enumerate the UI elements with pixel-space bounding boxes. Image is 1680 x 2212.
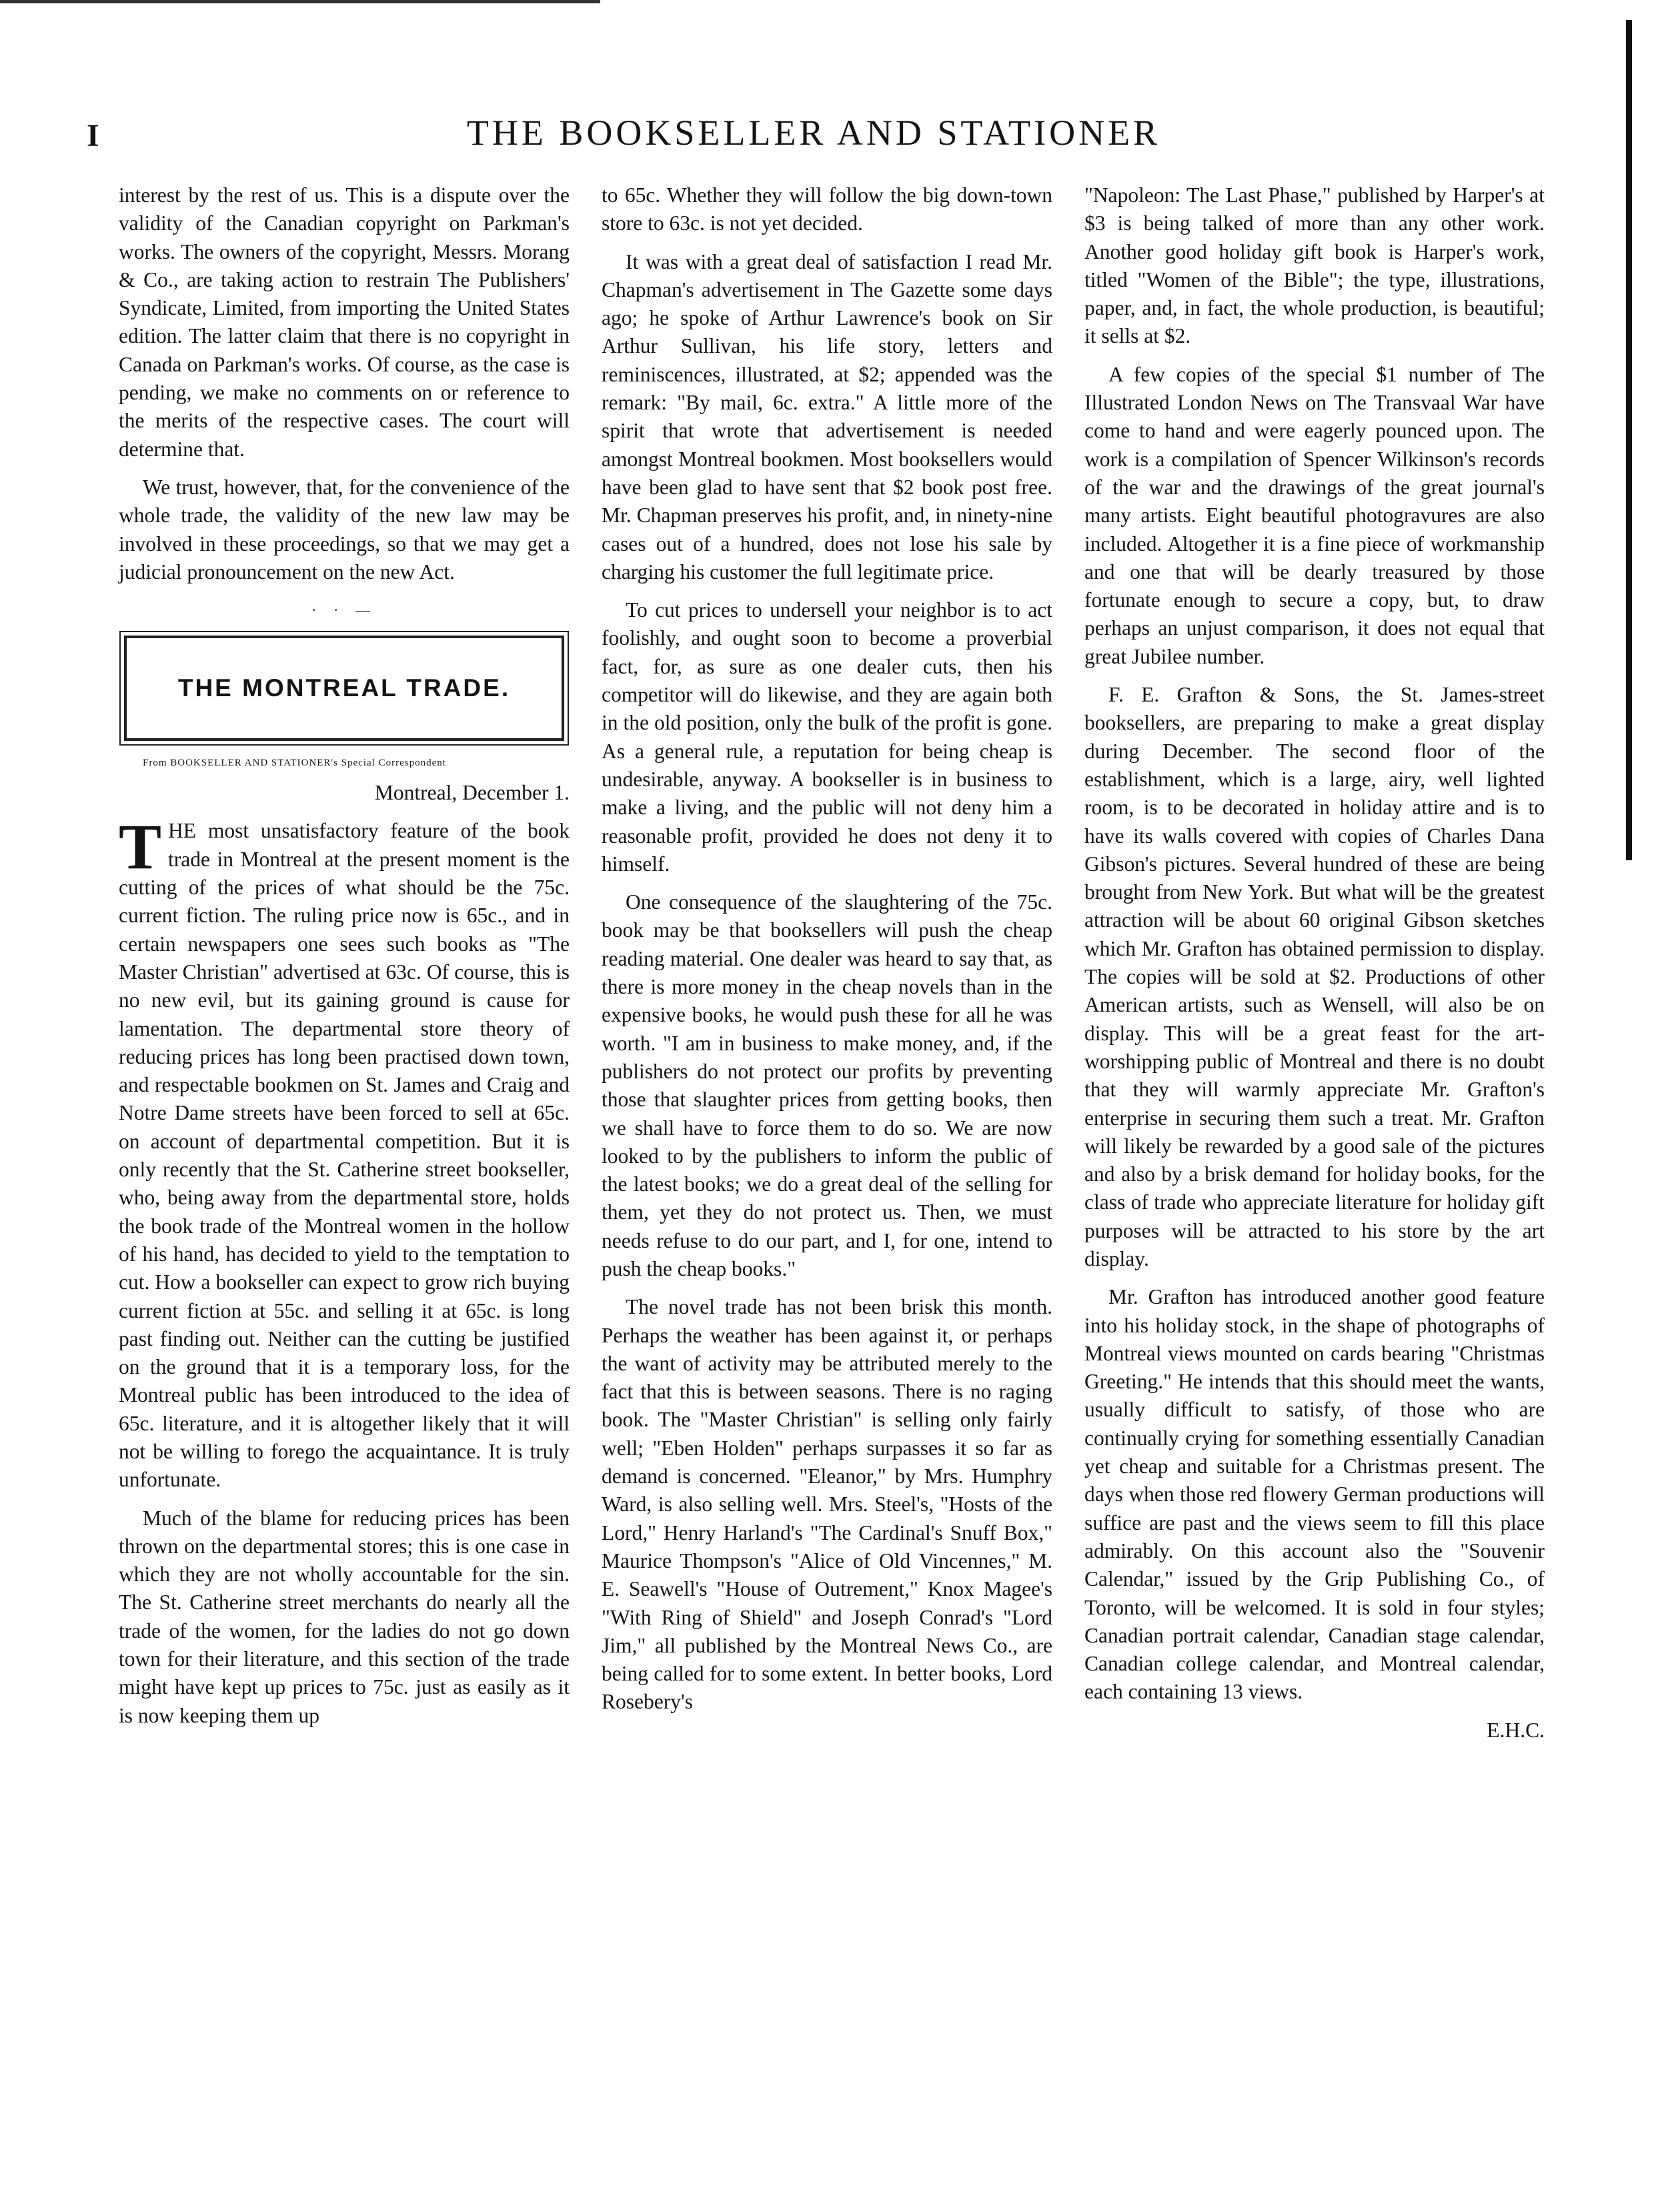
section-heading-box <box>124 636 564 741</box>
paragraph: We trust, however, that, for the convenience of the whole trade, the validity of the new law may be involved in these proceedings, so that we may get a judicial pronouncement on the new Act. <box>119 475 570 584</box>
lead-text: HE most unsatisfactory feature of the book trade in Montreal at the present moment is the cutting of the prices of what should be the 75c. current fiction. The ruling price now is 65c., and in certain newspapers one sees such books as "The Master Christian" advertised at 63c. Of course, this is no new evil, but its gaining ground is cause for lamentation. The departmental store theory of reducing prices has long been practised down town, and respectable bookmen on St. James and Craig and Notre Dame streets have been forced to sell at 65c. on account of departmental competition. But it is only recently that the St. Catherine street bookseller, who, being away from the departmental store, holds the book trade of the Montreal women in the hollow of his hand, has decided to yield to the temptation to cut. How a bookseller can expect to grow rich buying current fiction at 55c. and selling it at 65c. is long past finding out. Neither can the cutting be justified on the ground that it is a temporary loss, for the Montreal public has been introduced to the idea of 65c. literature, and it is altogether likely that it will not be willing to forego the acquaintance. It is truly unfortunate. <box>119 819 570 1492</box>
paragraph: Mr. Grafton has introduced another good feature into his holiday stock, in the shape of photographs of Montreal views mounted on cards bearing "Christmas Greeting." He intends that this should meet the wants, usually difficult to satisfy, of those who are continually crying for something essentially Canadian yet cheap and suitable for a Christmas present. The days when those red flowery German productions will suffice are past and the views seem to fill this place admirably. On this account also the "Souvenir Calendar," issued by the Grip Publishing Co., of Toronto, will be welcomed. It is sold in four styles; Canadian portrait calendar, Canadian stage calendar, Canadian college calendar, and Montreal calendar, each containing 13 views. <box>1084 1285 1545 1704</box>
paragraph: It was with a great deal of satisfaction I read Mr. Chapman's advertisement in The Gazette some days ago; he spoke of Arthur Lawrence's book on Sir Arthur Sullivan, his life story, letters and reminiscences, illustrated, at $2; appended was the remark: "By mail, 6c. extra." A little more of the spirit that wrote that advertisement is needed amongst Montreal bookmen. Most booksellers would have been glad to have sent that $2 book post free. Mr. Chapman preserves his profit, and, in ninety-nine cases out of a hundred, does not lose his sale by charging his customer the full legitimate price. <box>602 249 1052 584</box>
paragraph: F. E. Grafton & Sons, the St. James-street booksellers, are preparing to make a great display during December. The second floor of the establishment, which is a large, airy, well lighted room, is to be decorated in holiday attire and is to have its walls covered with copies of Charles Dana Gibson's pictures. Several hundred of these are being brought from New York. But what will be the greatest attraction will be about 60 original Gibson sketches which Mr. Grafton has obtained permission to display. The copies will be sold at $2. Productions of other American artists, such as Wensell, will also be on display. This will be a great feast for the art-worshipping public of Montreal and there is no doubt that they will warmly appreciate Mr. Grafton's enterprise in securing them such a treat. Mr. Grafton will likely be rewarded by a good sale of the pictures and also by a brisk demand for holiday books, for the class of trade who appreciate literature for holiday gift purposes will be attracted to his store by the art display. <box>1084 683 1545 1270</box>
paragraph-lead <box>119 811 570 1494</box>
journal-title: THE BOOKSELLER AND STATIONER <box>466 113 1161 153</box>
column-1 <box>119 181 570 1740</box>
paragraph: To cut prices to undersell your neighbor is to act foolishly, and ought soon to become a proverbial fact, for, as sure as one dealer cuts, then his competitor will do likewise, and they are again both in the old position, only the bulk of the profit is gone. As a general rule, a reputation for being cheap is undesirable, anyway. A bookseller is in business to make a living, and the public will not deny him a reasonable profit, provided he does not deny it to himself. <box>602 598 1052 876</box>
section-divider: · · — <box>311 602 377 619</box>
paragraph: to 65c. Whether they will follow the big down-town store to 63c. is not yet decided. <box>602 183 1052 235</box>
margin-bar <box>1626 20 1632 860</box>
paragraph: "Napoleon: The Last Phase," published by Harper's at $3 is being talked of more than any other work. Another good holiday gift book is Harper's work, titled "Women of the Bible"; the type, illustrations, paper, and, in fact, the whole production, is beautiful; it sells at $2. <box>1084 183 1545 348</box>
section-title: THE MONTREAL TRADE. <box>177 674 511 702</box>
author-signature: E.H.C. <box>1487 1718 1545 1742</box>
top-rule <box>0 0 600 3</box>
page-number: I <box>87 118 99 153</box>
paragraph: The novel trade has not been brisk this month. Perhaps the weather has been against it, or perhaps the want of activity may be attributed merely to the fact that this is between seasons. There is no raging book. The "Master Christian" is selling only fairly well; "Eben Holden" perhaps surpasses it so far as demand is concerned. "Eleanor," by Mrs. Humphry Ward, is also selling well. Mrs. Steel's, "Hosts of the Lord," Henry Harland's "The Cardinal's Snuff Box," Maurice Thompson's "Alice of Old Vincennes," M. E. Seawell's "House of Outrement," Knox Magee's "With Ring of Shield" and Joseph Conrad's "Lord Jim," all published by the Montreal News Co., are being called for to some extent. In better books, Lord Rosebery's <box>602 1295 1052 1714</box>
paragraph: A few copies of the special $1 number of The Illustrated London News on The Transvaal War have come to hand and were eagerly pounced upon. The work is a compilation of Spencer Wilkinson's records of the war and the drawings of the great journal's many artists. Eight beautiful photogravures are also included. Altogether it is a fine piece of workmanship and one that will be dearly treasured by those fortunate enough to secure a copy, but, to draw perhaps an unjust comparison, it does not equal that great Jubilee number. <box>1084 362 1545 668</box>
paragraph: One consequence of the slaughtering of the 75c. book may be that booksellers will push the cheap reading material. One dealer was heard to say that, as there is more money in the cheap novels than in the expensive books, he would push these for all he was worth. "I am in business to make money, and, if the publishers do not protect our profits by preventing those that slaughter prices from getting books, then we shall have to force them to do so. We are now looked to by the publishers to inform the public of the latest books; we do a great deal of the selling for them, yet they do not protect us. Then, we must needs refuse to do our part, and I, for one, intend to push the cheap books." <box>602 890 1052 1280</box>
column-3 <box>1084 181 1545 1755</box>
byline: From BOOKSELLER AND STATIONER's Special Correspondent <box>143 758 446 769</box>
paragraph: interest by the rest of us. This is a dispute over the validity of the Canadian copyright on Parkman's works. The owners of the copyright, Messrs. Morang & Co., are taking action to restrain The Publishers' Syndicate, Limited, from importing the United States edition. The latter claim that there is no copyright in Canada on Parkman's works. Of course, as the case is pending, we make no comments on or reference to the merits of the respective cases. The court will determine that. <box>119 183 570 461</box>
column-2 <box>602 181 1052 1727</box>
drop-cap: T <box>119 811 162 883</box>
page-header <box>87 112 1541 165</box>
paragraph: Much of the blame for reducing prices has been thrown on the departmental stores; this is one case in which they are not wholly accountable for the sin. The St. Catherine street merchants do nearly all the trade of the women, for the ladies do not go down town for their literature, and this section of the trade might have kept up prices to 75c. just as easily as it is now keeping them up <box>119 1506 570 1727</box>
dateline: Montreal, December 1. <box>374 781 570 805</box>
